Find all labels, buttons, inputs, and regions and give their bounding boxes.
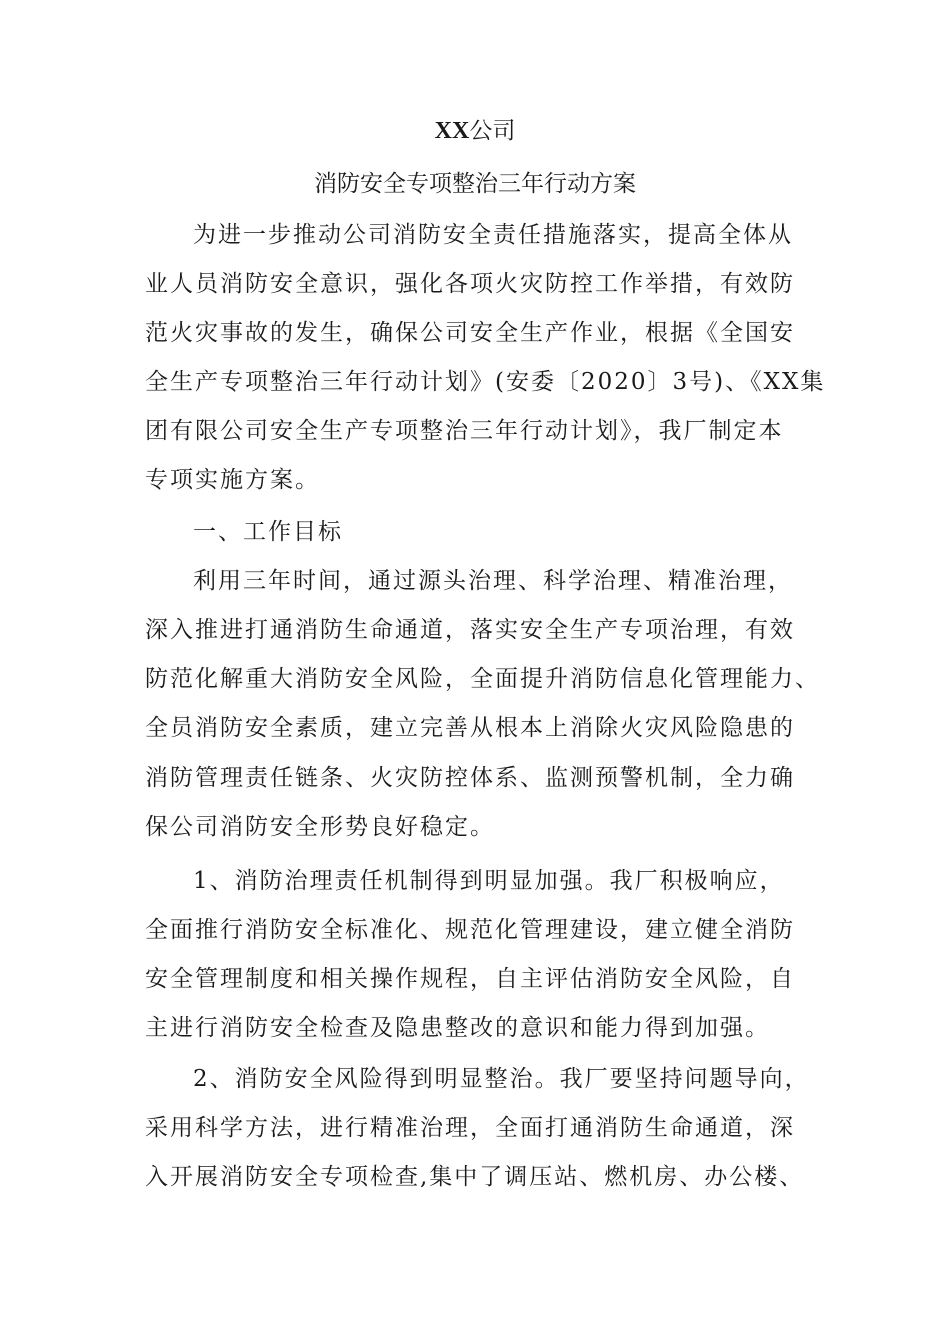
paragraph-line: 全员消防安全素质，建立完善从根本上消除火灾风险隐患的	[145, 715, 795, 741]
company-prefix: XX	[434, 118, 470, 144]
paragraph-line: 2、消防安全风险得到明显整治。我厂要坚持问题导向，	[193, 1066, 810, 1092]
paragraph-line: 安全管理制度和相关操作规程，自主评估消防安全风险，自	[145, 966, 795, 992]
paragraph-line: 保公司消防安全形势良好稳定。	[145, 814, 495, 840]
paragraph-line: 1、消防治理责任机制得到明显加强。我厂积极响应，	[193, 868, 785, 894]
paragraph-line: 团有限公司安全生产专项整治三年行动计划》，我厂制定本	[145, 418, 784, 444]
paragraph-line: 为进一步推动公司消防安全责任措施落实，提高全体从	[193, 222, 793, 248]
paragraph-line: 深入推进打通消防生命通道，落实安全生产专项治理，有效	[145, 617, 795, 643]
paragraph-line: 采用科学方法，进行精准治理，全面打通消防生命通道，深	[145, 1115, 795, 1141]
section-heading: 一、工作目标	[193, 519, 343, 545]
paragraph-line: 利用三年时间，通过源头治理、科学治理、精准治理，	[193, 568, 793, 594]
paragraph-line: 范火灾事故的发生，确保公司安全生产作业，根据《全国安	[145, 320, 795, 346]
company-heading	[0, 115, 950, 147]
document-title: 消防安全专项整治三年行动方案	[314, 171, 636, 197]
paragraph-line: 入开展消防安全专项检查,集中了调压站、燃机房、办公楼、	[145, 1164, 805, 1190]
paragraph-line: 业人员消防安全意识，强化各项火灾防控工作举措，有效防	[145, 271, 795, 297]
paragraph-line: 防范化解重大消防安全风险，全面提升消防信息化管理能力、	[145, 666, 820, 692]
paragraph-line: 专项实施方案。	[145, 467, 320, 493]
paragraph-line: 消防管理责任链条、火灾防控体系、监测预警机制，全力确	[145, 765, 795, 791]
paragraph-line: 主进行消防安全检查及隐患整改的意识和能力得到加强。	[145, 1015, 770, 1041]
paragraph-line: 全生产专项整治三年行动计划》(安委〔2020〕3号)、《XX集	[145, 369, 826, 395]
company-suffix: 公司	[469, 118, 516, 144]
paragraph-line: 全面推行消防安全标准化、规范化管理建设，建立健全消防	[145, 917, 795, 943]
